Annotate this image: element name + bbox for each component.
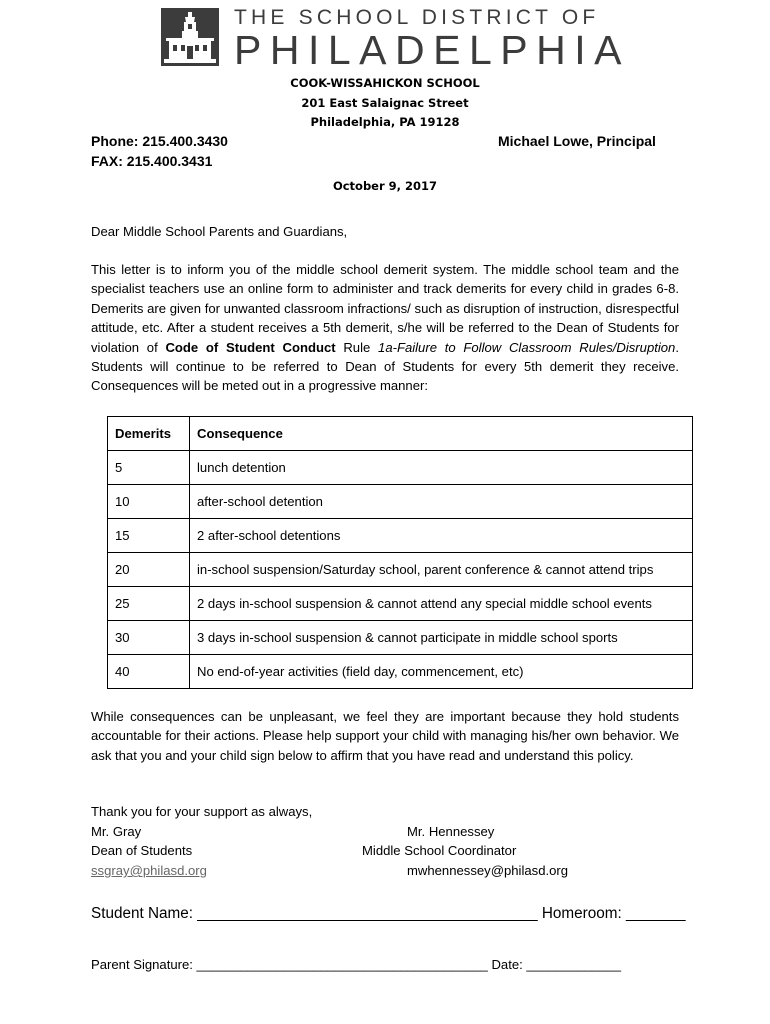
student-name-line[interactable]: Student Name: ________________________________________ Homeroom: _______ bbox=[91, 905, 686, 922]
demerit-count-cell: 20 bbox=[108, 553, 190, 587]
table-header-row bbox=[108, 417, 693, 451]
closing-paragraph: While consequences can be unpleasant, we feel they are important because they hold students accountable for their actions. Please help support your child with managing his/her own behavior. We ask that you and your child sign below to affirm that you have read and understand this policy. bbox=[91, 709, 679, 763]
demerit-count-cell: 40 bbox=[108, 655, 190, 689]
school-district-logo-icon bbox=[161, 8, 219, 66]
coordinator-email: mwhennessey@philasd.org bbox=[407, 863, 569, 878]
table-row bbox=[108, 485, 693, 519]
coordinator-title: Middle School Coordinator bbox=[362, 843, 517, 858]
demerit-count-cell: 25 bbox=[108, 587, 190, 621]
salutation: Dear Middle School Parents and Guardians, bbox=[91, 224, 348, 239]
table-row bbox=[108, 451, 693, 485]
consequence-cell: in-school suspension/Saturday school, parent conference & cannot attend trips bbox=[190, 553, 693, 587]
table-header-cell: Consequence bbox=[190, 417, 693, 451]
table-row bbox=[108, 655, 693, 689]
logo-text-line2: PHILADELPHIA bbox=[234, 27, 630, 73]
demerit-count-cell: 30 bbox=[108, 621, 190, 655]
thanks-line: Thank you for your support as always, bbox=[91, 804, 313, 819]
intro-text-3: . Students will continue to be referred to Dean of Students for every 5th demerit they receive. Consequences will be meted out in a progressive manner: bbox=[91, 339, 679, 394]
consequence-cell: 2 after-school detentions bbox=[190, 519, 693, 553]
demerit-count-cell: 5 bbox=[108, 451, 190, 485]
demerit-table bbox=[107, 416, 693, 689]
dean-name: Mr. Gray bbox=[91, 824, 142, 839]
school-name: COOK-WISSAHICKON SCHOOL bbox=[290, 76, 480, 90]
principal-name: Michael Lowe, Principal bbox=[498, 133, 656, 149]
demerit-count-cell: 15 bbox=[108, 519, 190, 553]
dean-title: Dean of Students bbox=[91, 843, 193, 858]
rule-name-text: 1a-Failure to Follow Classroom Rules/Disruption bbox=[378, 339, 676, 355]
table-row bbox=[108, 587, 693, 621]
consequence-cell: lunch detention bbox=[190, 451, 693, 485]
table-header-cell: Demerits bbox=[108, 417, 190, 451]
logo-text-line1: THE SCHOOL DISTRICT OF bbox=[234, 6, 600, 29]
school-street: 201 East Salaignac Street bbox=[301, 96, 469, 110]
parent-signature-line[interactable]: Parent Signature: ________________________________________ Date: _____________ bbox=[91, 957, 622, 972]
dean-email-link[interactable]: ssgray@philasd.org bbox=[91, 863, 207, 878]
code-of-conduct-text: Code of Student Conduct bbox=[165, 339, 336, 355]
letter-date: October 9, 2017 bbox=[332, 179, 438, 193]
intro-text-2: Rule bbox=[335, 339, 379, 355]
demerit-count-cell: 10 bbox=[108, 485, 190, 519]
table-row bbox=[108, 553, 693, 587]
coordinator-name: Mr. Hennessey bbox=[407, 824, 495, 839]
consequence-cell: after-school detention bbox=[190, 485, 693, 519]
table-row bbox=[108, 519, 693, 553]
consequence-cell: 3 days in-school suspension & cannot participate in middle school sports bbox=[190, 621, 693, 655]
intro-paragraph bbox=[91, 260, 679, 396]
phone-number: Phone: 215.400.3430 bbox=[91, 133, 228, 149]
table-row bbox=[108, 621, 693, 655]
consequence-cell: 2 days in-school suspension & cannot attend any special middle school events bbox=[190, 587, 693, 621]
fax-number: FAX: 215.400.3431 bbox=[91, 153, 213, 169]
school-city: Philadelphia, PA 19128 bbox=[310, 115, 460, 129]
consequence-cell: No end-of-year activities (field day, commencement, etc) bbox=[190, 655, 693, 689]
intro-text-1: This letter is to inform you of the middle school demerit system. The middle school team and the specialist teachers use an online form to administer and track demerits for every child in grades 6-8. Demerits are given for unwanted classroom infractions/ such as disruption of instruction, disrespectful attitude, etc. After a student receives a 5th demerit, s/he will be referred to the Dean of Students for violation of bbox=[91, 262, 679, 355]
